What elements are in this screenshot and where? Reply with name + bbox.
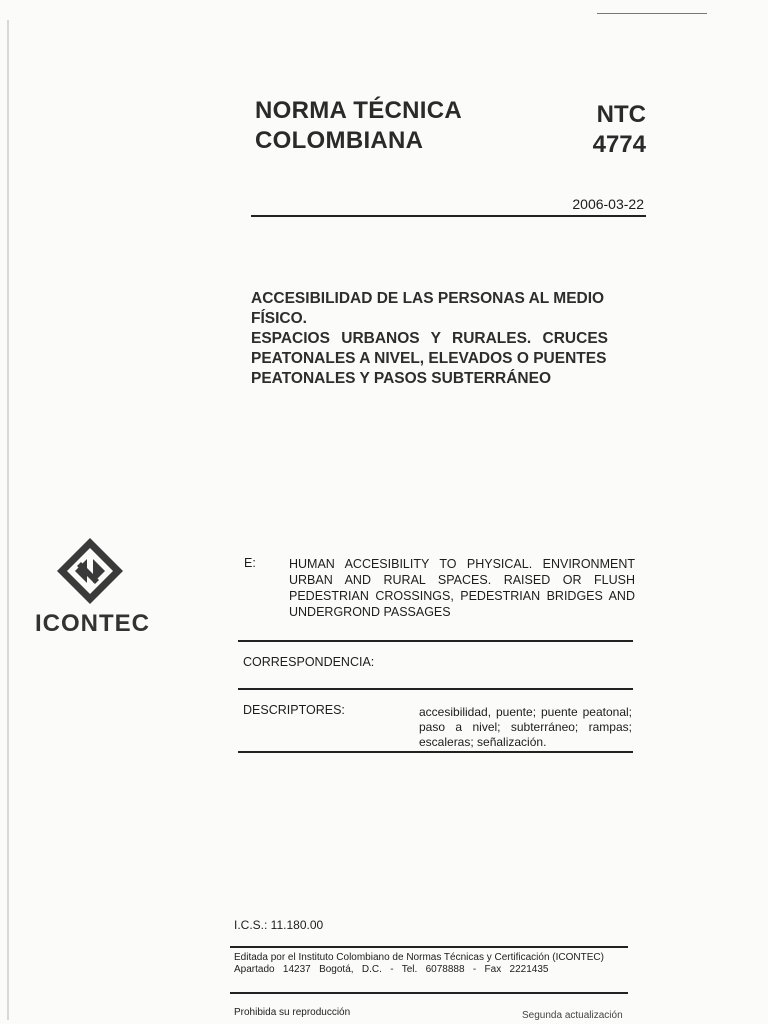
scan-edge-line: [7, 20, 9, 1020]
english-title: HUMAN ACCESIBILITY TO PHYSICAL. ENVIRONMENT URBAN AND RURAL SPACES. RAISED OR FLUSH PEDESTRIAN CROSSINGS, PEDESTRIAN BRIDGES AND UNDERGROND PASSAGES: [289, 557, 635, 619]
correspondencia-rule: [238, 688, 633, 690]
document-title: [255, 96, 462, 156]
publisher-line-2: Apartado 14237 Bogotá, D.C. - Tel. 6078888 - Fax 2221435: [234, 964, 549, 975]
code-line-1: NTC: [596, 101, 646, 128]
update-notice: Segunda actualización: [522, 1010, 623, 1021]
subject-line-4: PEATONALES A NIVEL, ELEVADOS O PUENTES: [251, 350, 607, 367]
title-line-1: NORMA TÉCNICA: [255, 97, 462, 124]
scan-top-line: [597, 13, 707, 14]
subject-line-3: ESPACIOS URBANOS Y RURALES. CRUCES: [251, 330, 608, 347]
code-line-2: 4774: [592, 131, 646, 158]
reproduction-notice: Prohibida su reproducción: [234, 1007, 351, 1018]
descriptores-text: accesibilidad, puente; puente peatonal; paso a nivel; subterráneo; rampas; escaleras; señalización.: [419, 705, 632, 749]
header-rule: [251, 215, 646, 217]
subject-line-1: ACCESIBILIDAD DE LAS PERSONAS AL MEDIO: [251, 290, 605, 307]
subject-line-5: PEATONALES Y PASOS SUBTERRÁNEO: [251, 370, 552, 387]
publisher-line-1: Editada por el Instituto Colombiano de Normas Técnicas y Certificación (ICONTEC): [234, 952, 604, 963]
footer-rule: [230, 992, 628, 994]
english-label: E:: [244, 556, 256, 570]
descriptores-rule: [238, 751, 633, 753]
title-line-2: COLOMBIANA: [255, 127, 424, 154]
subject-title: [251, 289, 646, 389]
standard-code: [560, 100, 646, 160]
subject-line-2: FÍSICO.: [251, 310, 307, 327]
ics-rule: [230, 946, 628, 948]
correspondencia-label: CORRESPONDENCIA:: [243, 655, 375, 669]
publisher-info: [234, 952, 626, 976]
descriptores-label: DESCRIPTORES:: [243, 703, 345, 717]
icontec-logo-text: ICONTEC: [35, 610, 150, 637]
ics-code: I.C.S.: 11.180.00: [234, 918, 324, 932]
publication-date: 2006-03-22: [572, 196, 644, 212]
english-rule: [238, 640, 633, 642]
icontec-logo-icon: [57, 538, 123, 604]
